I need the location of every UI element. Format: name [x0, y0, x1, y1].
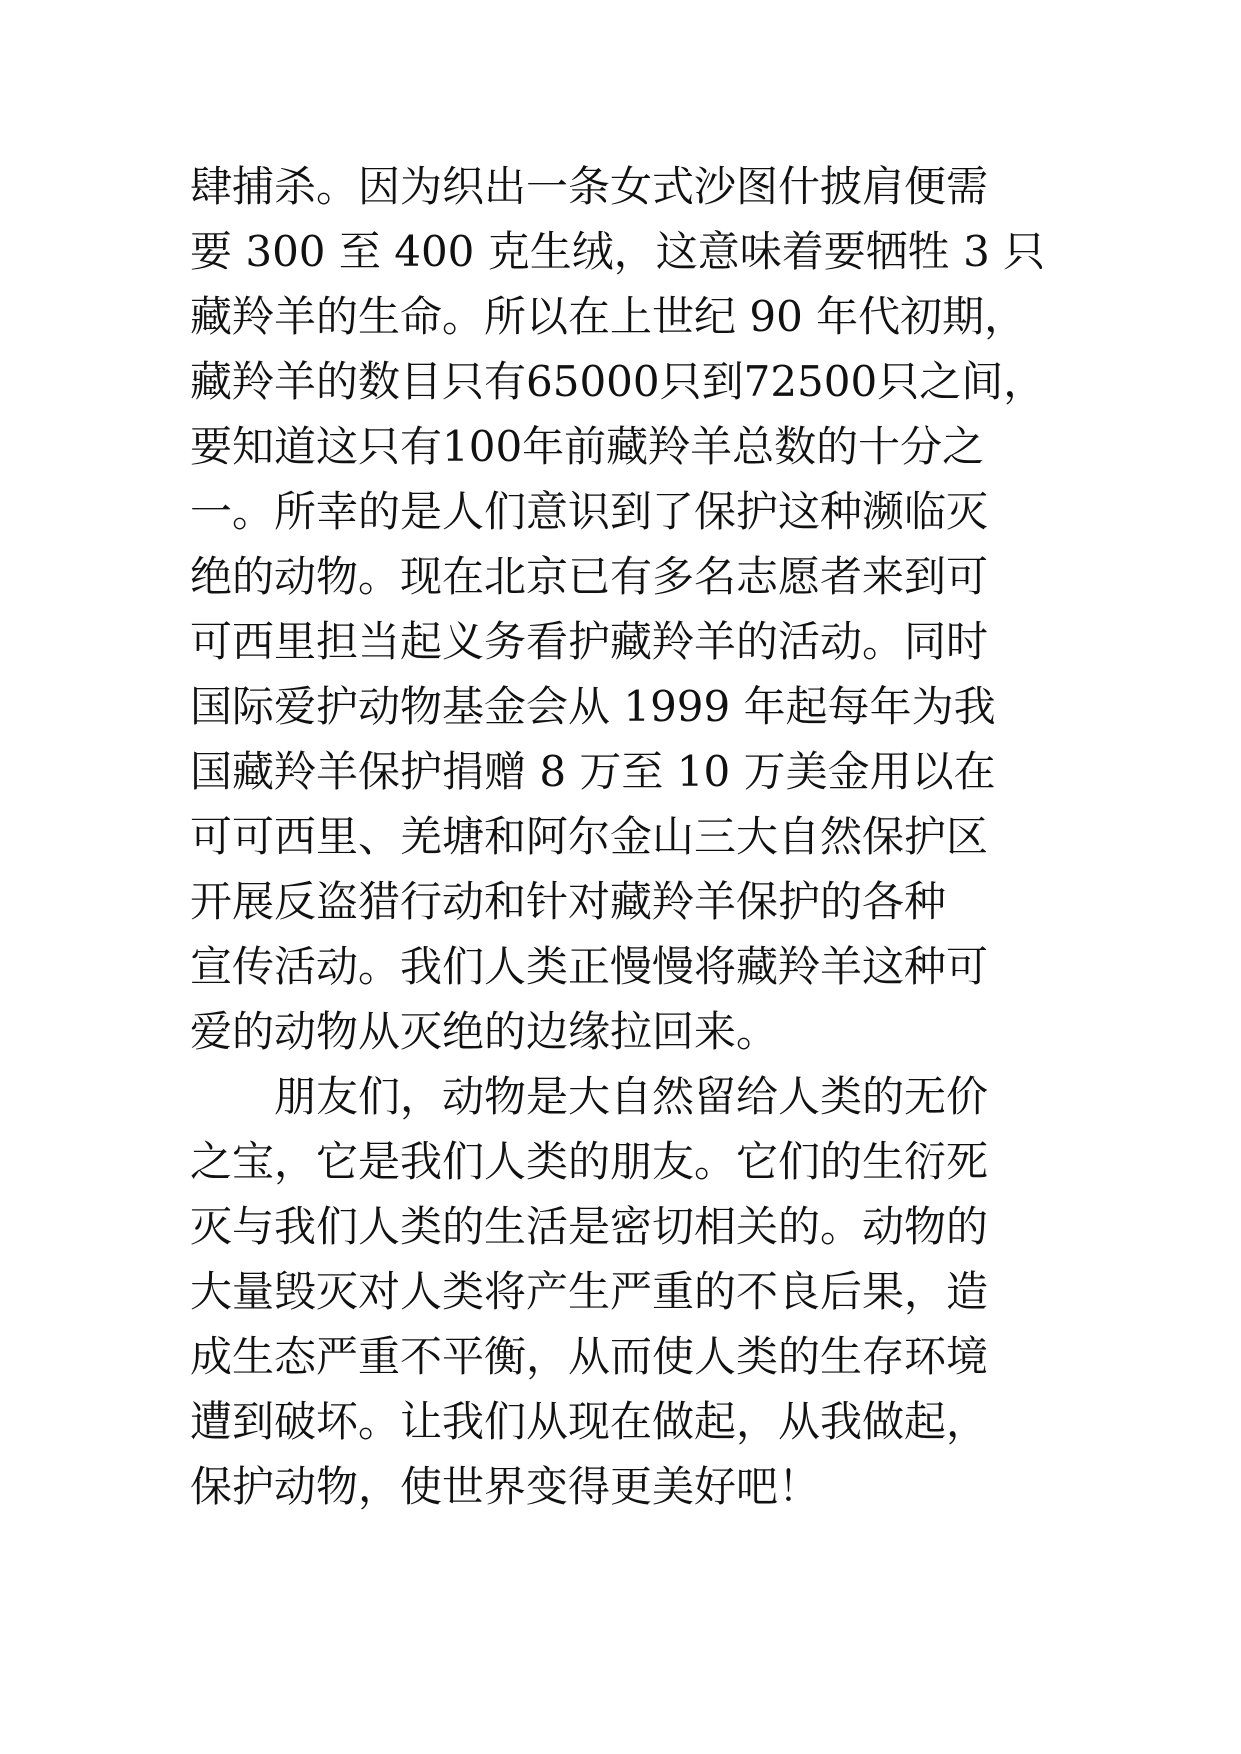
text-line: 宣传活动。我们人类正慢慢将藏羚羊这种可	[190, 942, 989, 991]
text-line: 可西里担当起义务看护藏羚羊的活动。同时	[190, 617, 989, 666]
text-line: 开展反盗猎行动和针对藏羚羊保护的各种	[190, 877, 947, 926]
text-line: 灭与我们人类的生活是密切相关的。动物的	[190, 1202, 989, 1251]
text-line: 要知道这只有100年前藏羚羊总数的十分之	[190, 422, 985, 471]
body-text	[190, 154, 1090, 1519]
text-line: 保护动物，使世界变得更美好吧！	[190, 1462, 821, 1511]
text-line: 爱的动物从灭绝的边缘拉回来。	[190, 1007, 779, 1056]
text-line: 一。所幸的是人们意识到了保护这种濒临灭	[190, 487, 989, 536]
text-line: 之宝，它是我们人类的朋友。它们的生衍死	[190, 1137, 989, 1186]
text-line: 要 300 至 400 克生绒，这意味着要牺牲 3 只	[190, 227, 1046, 276]
text-line: 藏羚羊的生命。所以在上世纪 90 年代初期，	[190, 292, 1027, 341]
paragraph-first-line: 朋友们，动物是大自然留给人类的无价	[274, 1072, 989, 1121]
text-line: 肆捕杀。因为织出一条女式沙图什披肩便需	[190, 162, 989, 211]
text-line: 可可西里、羌塘和阿尔金山三大自然保护区	[190, 812, 989, 861]
text-line: 遭到破坏。让我们从现在做起，从我做起，	[190, 1397, 989, 1446]
text-line: 国际爱护动物基金会从 1999 年起每年为我	[190, 682, 996, 731]
text-line: 国藏羚羊保护捐赠 8 万至 10 万美金用以在	[190, 747, 996, 796]
text-line: 成生态严重不平衡，从而使人类的生存环境	[190, 1332, 989, 1381]
text-line: 大量毁灭对人类将产生严重的不良后果，造	[190, 1267, 989, 1316]
text-line: 藏羚羊的数目只有65000只到72500只之间，	[190, 357, 1046, 406]
text-line: 绝的动物。现在北京已有多名志愿者来到可	[190, 552, 989, 601]
